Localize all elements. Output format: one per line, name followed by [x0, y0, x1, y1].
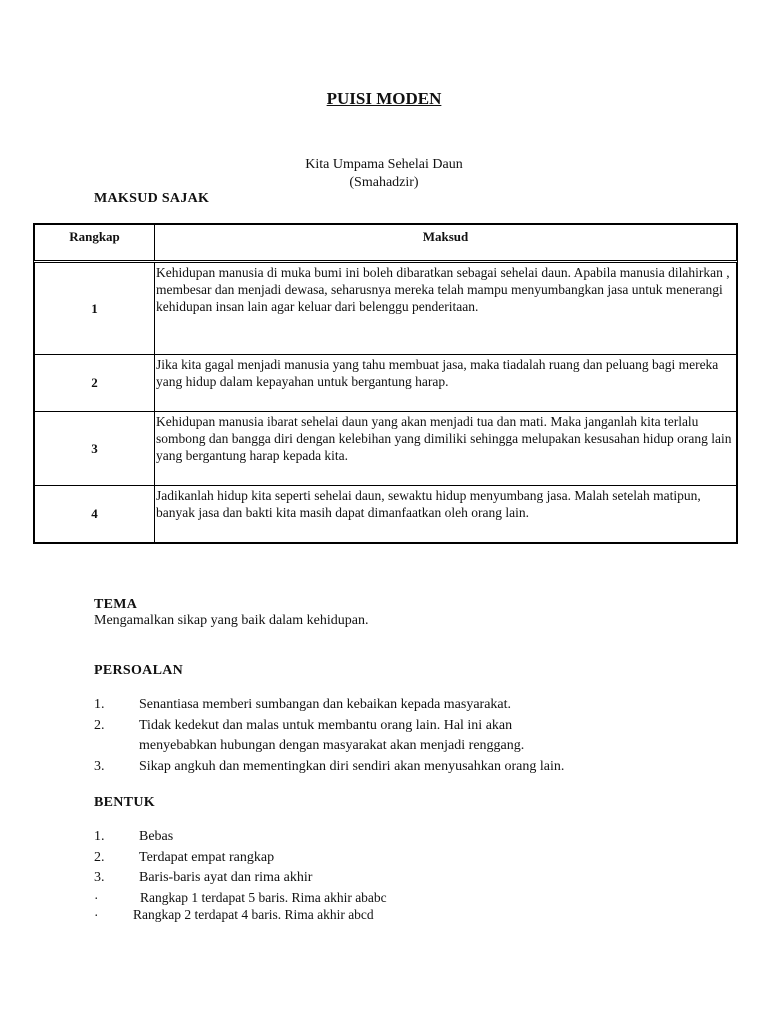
persoalan-list — [94, 697, 734, 779]
table-row — [33, 263, 738, 355]
list-text: Bebas — [139, 829, 174, 844]
list-number: 2. — [94, 717, 105, 733]
maksud-text: Kehidupan manusia ibarat sehelai daun yang akan menjadi tua dan mati. Maka janganlah kita terlalu sombong dan bangga diri dengan kelebihan yang dimiliki sehingga melupakan kesusahan hidup orang lain yang bergantung harap kepada kita. — [156, 414, 732, 463]
list-text: Baris-baris ayat dan rima akhir — [139, 870, 313, 885]
rangkap-number: 1 — [35, 263, 155, 354]
list-item — [94, 697, 734, 718]
list-text: Terdapat empat rangkap — [139, 849, 275, 865]
list-item — [94, 850, 734, 871]
bullet-mark: · — [94, 891, 99, 906]
list-number: 3. — [94, 870, 105, 885]
list-number: 1. — [94, 829, 105, 844]
header-maksud: Maksud — [422, 229, 469, 244]
bentuk-list — [94, 829, 734, 891]
maksud-table — [33, 223, 738, 544]
tema-heading: TEMA — [94, 597, 138, 612]
maksud-heading: MAKSUD SAJAK — [94, 191, 210, 206]
table-row — [33, 486, 738, 544]
list-number: 2. — [94, 849, 105, 865]
maksud-text: Jadikanlah hidup kita seperti sehelai daun, sewaktu hidup menyumbang jasa. Malah setelah matipun, banyak jasa dan bakti kita masih dapat dimanfaatkan oleh orang lain. — [156, 488, 701, 520]
list-item — [94, 870, 734, 891]
table-row — [33, 412, 738, 486]
list-text: Sikap angkuh dan mementingkan diri sendiri akan menyusahkan orang lain. — [139, 758, 565, 774]
rangkap-number: 4 — [35, 486, 155, 542]
list-number: 3. — [94, 758, 105, 774]
list-number: 1. — [94, 697, 105, 712]
maksud-text: Jika kita gagal menjadi manusia yang tahu membuat jasa, maka tiadalah ruang dan peluang bagi mereka yang hidup dalam kepayahan untuk bergantung harap. — [156, 357, 719, 389]
page-title: PUISI MODEN — [326, 89, 442, 108]
rangkap-number: 2 — [35, 355, 155, 411]
bentuk-heading: BENTUK — [94, 795, 155, 810]
persoalan-heading: PERSOALAN — [94, 663, 184, 678]
table-header-row — [33, 223, 738, 263]
list-text: Senantiasa memberi sumbangan dan kebaikan kepada masyarakat. — [139, 697, 512, 712]
tema-text: Mengamalkan sikap yang baik dalam kehidupan. — [94, 613, 369, 628]
poem-title: Kita Umpama Sehelai Daun — [305, 157, 463, 172]
list-text: menyebabkan hubungan dengan masyarakat akan menjadi renggang. — [139, 738, 525, 753]
bullet-mark: · — [94, 908, 99, 923]
header-rangkap: Rangkap — [35, 225, 155, 260]
list-item — [94, 759, 734, 780]
list-item — [94, 718, 734, 739]
poem-author: (Smahadzir) — [349, 175, 419, 190]
bullet-text: Rangkap 2 terdapat 4 baris. Rima akhir abcd — [133, 907, 374, 922]
list-text: Tidak kedekut dan malas untuk membantu orang lain. Hal ini akan — [139, 717, 513, 733]
rangkap-number: 3 — [35, 412, 155, 485]
list-item — [94, 829, 734, 850]
bullet-text: Rangkap 1 terdapat 5 baris. Rima akhir ababc — [140, 890, 387, 905]
table-row — [33, 355, 738, 412]
maksud-text: Kehidupan manusia di muka bumi ini boleh dibaratkan sebagai sehelai daun. Apabila manusia dilahirkan , membesar dan menjadi dewasa, seharusnya mereka telah mampu menyumbangkan jasa untuk menerangi kehidupan insan lain agar keluar dari belenggu penderitaan. — [156, 265, 730, 314]
list-item — [94, 738, 734, 759]
